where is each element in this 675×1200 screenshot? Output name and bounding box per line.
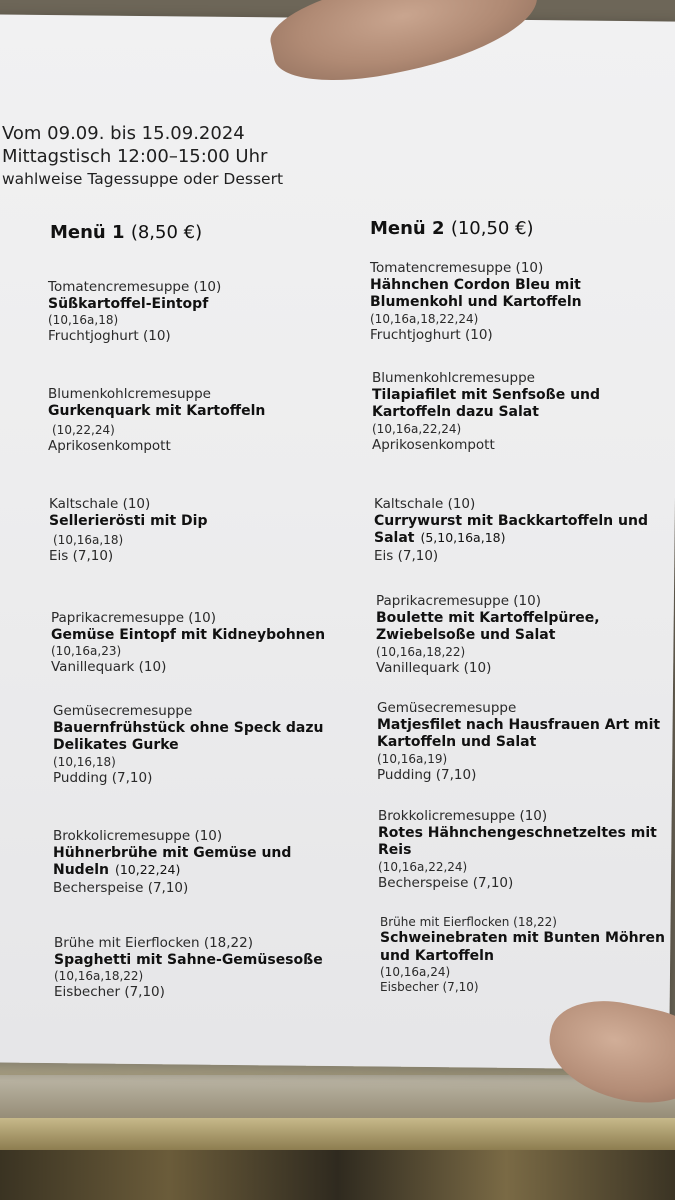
dessert: Fruchtjoghurt (10) — [48, 328, 171, 345]
counter-rail — [0, 1118, 675, 1150]
dessert: Vanillequark (10) — [376, 659, 492, 676]
dessert: Aprikosenkompott — [48, 438, 171, 455]
allergen-codes: (10,22,24) — [114, 862, 181, 878]
main-dish: Gurkenquark mit Kartoffeln — [48, 402, 266, 419]
menu2-price: (10,50 €) — [450, 218, 534, 239]
dessert: Becherspeise (7,10) — [53, 879, 189, 896]
dessert: Fruchtjoghurt (10) — [370, 326, 493, 343]
dessert: Eis (7,10) — [374, 547, 439, 564]
main-dish: Spaghetti mit Sahne-Gemüsesoße — [54, 951, 323, 968]
dessert: Eisbecher (7,10) — [380, 980, 479, 994]
soup: Brokkolicremesuppe (10) — [378, 808, 548, 824]
menu2-name: Menü 2 — [370, 218, 445, 239]
soup: Gemüsecremesuppe — [53, 703, 193, 719]
allergen-codes: (10,16a,18,22,24) — [370, 311, 479, 326]
main-dish: Currywurst mit Backkartoffeln und — [374, 512, 648, 529]
menu1-day-2 — [48, 386, 348, 455]
soup: Paprikacremesuppe (10) — [376, 593, 542, 609]
main-dish: Tilapiafilet mit Senfsoße und Kartoffeln dazu Salat — [372, 386, 601, 421]
allergen-codes: (10,16a,22,24) — [372, 421, 462, 436]
allergen-codes: (5,10,16a,18) — [420, 530, 506, 546]
main-dish: Süßkartoffel-Eintopf — [48, 295, 209, 312]
dessert: Becherspeise (7,10) — [378, 874, 514, 891]
main-dish: Gemüse Eintopf mit Kidneybohnen — [51, 626, 326, 643]
main-dish: Boulette mit Kartoffelpüree, Zwiebelsoße und Salat — [376, 609, 600, 644]
allergen-codes: (10,16a,23) — [51, 644, 122, 659]
menu1-title — [50, 222, 202, 243]
allergen-codes: (10,22,24) — [52, 423, 115, 438]
menu1-name: Menü 1 — [50, 222, 125, 243]
soup: Kaltschale (10) — [49, 496, 151, 512]
allergen-codes: (10,16a,18) — [53, 533, 124, 548]
dessert: Eisbecher (7,10) — [54, 984, 165, 1001]
main-dish-cont: Nudeln — [53, 862, 109, 879]
food-display — [0, 1150, 675, 1200]
soup-or-dessert-note: wahlweise Tagessuppe oder Dessert — [2, 169, 284, 188]
allergen-codes: (10,16a,22,24) — [378, 859, 468, 874]
menu2-day-7 — [380, 915, 672, 995]
soup: Blumenkohlcremesuppe — [372, 370, 535, 386]
allergen-codes: (10,16a,19) — [377, 751, 448, 766]
main-dish: Sellerierösti mit Dip — [49, 512, 208, 529]
allergen-codes: (10,16a,18,22) — [54, 969, 144, 984]
allergen-codes: (10,16a,18,22) — [376, 644, 466, 659]
main-dish: Schweinebraten mit Bunten Möhren und Kartoffeln — [380, 930, 665, 964]
main-dish: Hühnerbrühe mit Gemüse und — [53, 844, 292, 861]
menu1-day-6 — [53, 828, 353, 897]
menu1-day-5 — [53, 703, 353, 787]
menu2-day-5 — [377, 700, 667, 784]
menu2-day-1 — [370, 260, 660, 344]
allergen-codes: (10,16,18) — [53, 754, 116, 769]
main-dish-cont: Salat — [374, 530, 415, 547]
menu1-price: (8,50 €) — [130, 222, 203, 243]
menu2-day-2 — [372, 370, 662, 454]
dessert: Pudding (7,10) — [53, 769, 153, 786]
allergen-codes: (10,16a,18) — [48, 313, 119, 328]
dessert: Vanillequark (10) — [51, 659, 167, 676]
menu2-title — [370, 218, 534, 239]
soup: Tomatencremesuppe (10) — [48, 279, 222, 295]
dessert: Pudding (7,10) — [377, 766, 477, 783]
menu1-day-1 — [48, 279, 348, 345]
soup: Brühe mit Eierflocken (18,22) — [54, 935, 253, 951]
soup: Blumenkohlcremesuppe — [48, 386, 211, 402]
menu1-day-3 — [49, 496, 349, 565]
soup: Kaltschale (10) — [374, 496, 476, 512]
menu1-day-4 — [51, 610, 361, 676]
menu2-day-4 — [376, 593, 666, 677]
menu1-day-7 — [54, 935, 354, 1001]
soup: Brokkolicremesuppe (10) — [53, 828, 223, 844]
dessert: Aprikosenkompott — [372, 436, 495, 453]
main-dish: Bauernfrühstück ohne Speck dazu Delikates Gurke — [53, 719, 324, 754]
allergen-codes: (10,16a,24) — [380, 965, 451, 979]
soup: Brühe mit Eierflocken (18,22) — [380, 915, 557, 929]
dessert: Eis (7,10) — [49, 548, 114, 565]
menu2-day-6 — [378, 808, 668, 892]
date-range: Vom 09.09. bis 15.09.2024 — [2, 123, 245, 144]
main-dish: Rotes Hähnchengeschnetzeltes mit Reis — [378, 824, 657, 859]
main-dish: Matjesfilet nach Hausfrauen Art mit Kartoffeln und Salat — [377, 716, 661, 751]
soup: Gemüsecremesuppe — [377, 700, 517, 716]
lunch-hours: Mittagstisch 12:00–15:00 Uhr — [2, 146, 268, 168]
soup: Paprikacremesuppe (10) — [51, 610, 217, 626]
main-dish: Hähnchen Cordon Bleu mit Blumenkohl und Kartoffeln — [370, 276, 582, 311]
soup: Tomatencremesuppe (10) — [370, 260, 544, 276]
menu-header — [2, 122, 283, 189]
menu2-day-3 — [374, 496, 674, 565]
